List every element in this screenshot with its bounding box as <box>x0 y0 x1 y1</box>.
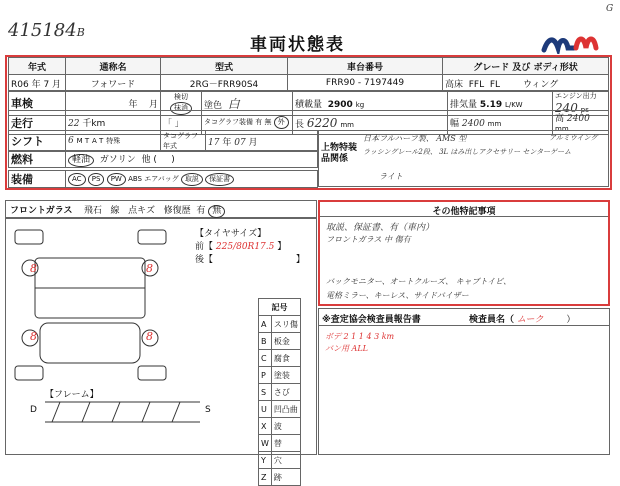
shift-label: シフト <box>9 131 66 152</box>
tacho-year-label: タコグラフ年式 <box>161 131 206 152</box>
glass-label: フロントガラス <box>10 206 73 216</box>
capacity-cell: 積載量 2900 kg <box>293 91 448 116</box>
inspection-tags: 検切 抹消 <box>161 91 202 116</box>
fuel-label: 燃料 <box>9 151 66 168</box>
glass-row: フロントガラス 飛石 線 点キズ 修復歴 有 無 <box>5 200 317 218</box>
damage-mark-1: 8 <box>30 262 37 275</box>
special-note-2: フロントガラス 中 傷有 <box>326 235 411 244</box>
width-cell: 幅 2400 mm <box>448 111 553 135</box>
vehicle-name: フォワード <box>66 75 161 92</box>
hdr-chassis: 車台番号 <box>288 58 443 75</box>
tire-size-block <box>195 228 305 267</box>
fuel-row <box>8 150 318 168</box>
frame-tag-d: D <box>30 405 37 415</box>
handwritten-id: 415184B <box>8 20 85 41</box>
inspector-line-1: ボデ 2 1 1 4 3 km <box>325 332 395 341</box>
tire-front: 前【 225/80R17.5 】 <box>195 242 287 252</box>
body-spec-note1b: アルミウイング <box>549 134 598 142</box>
vehicle-model: 2RG－FRR90S4 <box>161 75 288 92</box>
chassis-number: FRR90 - 7197449 <box>288 75 443 92</box>
body-spec-label: 上物特装品関係 <box>321 143 358 164</box>
vehicle-info-table <box>8 57 609 92</box>
hdr-model: 型式 <box>161 58 288 75</box>
body-spec-note2: ラッシングレール2段、 3L はみ出しアクセサリー センターゲーム <box>363 148 572 156</box>
special-notes-title: その他特記事項 <box>432 207 496 217</box>
special-note-1: 取説、保証書、有（車内） <box>326 223 435 233</box>
fuel-options: 軽油 ガソリン 他 ( ) <box>66 151 318 168</box>
hdr-grade: グレード 及び ボディ形状 <box>443 58 609 75</box>
frame-tag-s: S <box>205 405 211 415</box>
equipment-options: AC PS PW ABS エアバッグ 取説 保証書 <box>66 171 318 188</box>
brand-logo-icon <box>540 30 600 52</box>
damage-mark-4: 8 <box>146 330 153 343</box>
inspector-name-field: 検査員名（ ムーク ） <box>469 315 576 325</box>
inspector-block <box>318 308 610 455</box>
mileage-label: 走行 <box>9 111 66 135</box>
page-title: 車両状態表 <box>250 35 345 55</box>
tire-title: 【タイヤサイズ】 <box>195 229 267 239</box>
frame-label: 【フレーム】 <box>45 390 99 400</box>
inspector-title: ※査定協会検査員報告書 <box>322 315 421 325</box>
inspection-label: 車検 <box>9 91 66 116</box>
corner-mark: G <box>606 4 614 14</box>
grade-cell: 高床 FFL FL ウィング <box>443 75 609 92</box>
tire-rear: 後【 】 <box>195 255 305 265</box>
shift-row <box>8 130 318 152</box>
damage-mark-2: 8 <box>146 262 153 275</box>
body-spec-note3: ライト <box>379 172 403 181</box>
body-spec-block <box>318 130 609 187</box>
special-note-4: 電格ミラー、キーレス、サイドバイザー <box>326 291 469 300</box>
legend-title: 記号 <box>259 299 301 316</box>
special-note-3: バックモニター、オートクルーズ、 キャブトイビ、 <box>326 277 512 286</box>
equipment-row <box>8 170 318 188</box>
engine-cell: エンジン出力 240 ps <box>553 91 609 116</box>
inspector-line-2: バン用 ALL <box>325 344 368 353</box>
shift-value: 6 M T A T 特殊 <box>66 131 161 152</box>
truck-diagram-icon <box>10 228 170 383</box>
damage-mark-3: 8 <box>30 330 37 343</box>
height-cell: 高 2400 mm <box>553 111 609 135</box>
hdr-year: 年式 <box>9 58 66 75</box>
mileage-value: 22 千km <box>66 111 161 135</box>
legend-table: 記号 A スリ傷 B 板金 C 腐食 P 塗装 S さび U 凹凸曲 X 波 W 替 Y 穴 Z 跡 <box>258 298 301 486</box>
year-cell: R06 年 7 月 <box>9 75 66 92</box>
length-cell: 長 6220 mm <box>293 111 448 135</box>
hdr-name: 通称名 <box>66 58 161 75</box>
displacement-cell: 排気量 5.19 L/KW <box>448 91 553 116</box>
special-notes-box <box>318 200 610 306</box>
color-cell: 塗色 白 <box>202 91 293 116</box>
mileage-brackets: 「 」 <box>161 111 202 135</box>
body-spec-note1: 日本フルハーフ製、 AMS 型 <box>363 134 467 143</box>
equipment-label: 装備 <box>9 171 66 188</box>
tacho-year-value: 17 年 07 月 <box>206 131 318 152</box>
frame-diagram-icon <box>30 398 215 426</box>
inspection-date: 年 月 <box>66 91 161 116</box>
tachograph-cell: タコグラフ装備 有 無 外 <box>202 111 293 135</box>
